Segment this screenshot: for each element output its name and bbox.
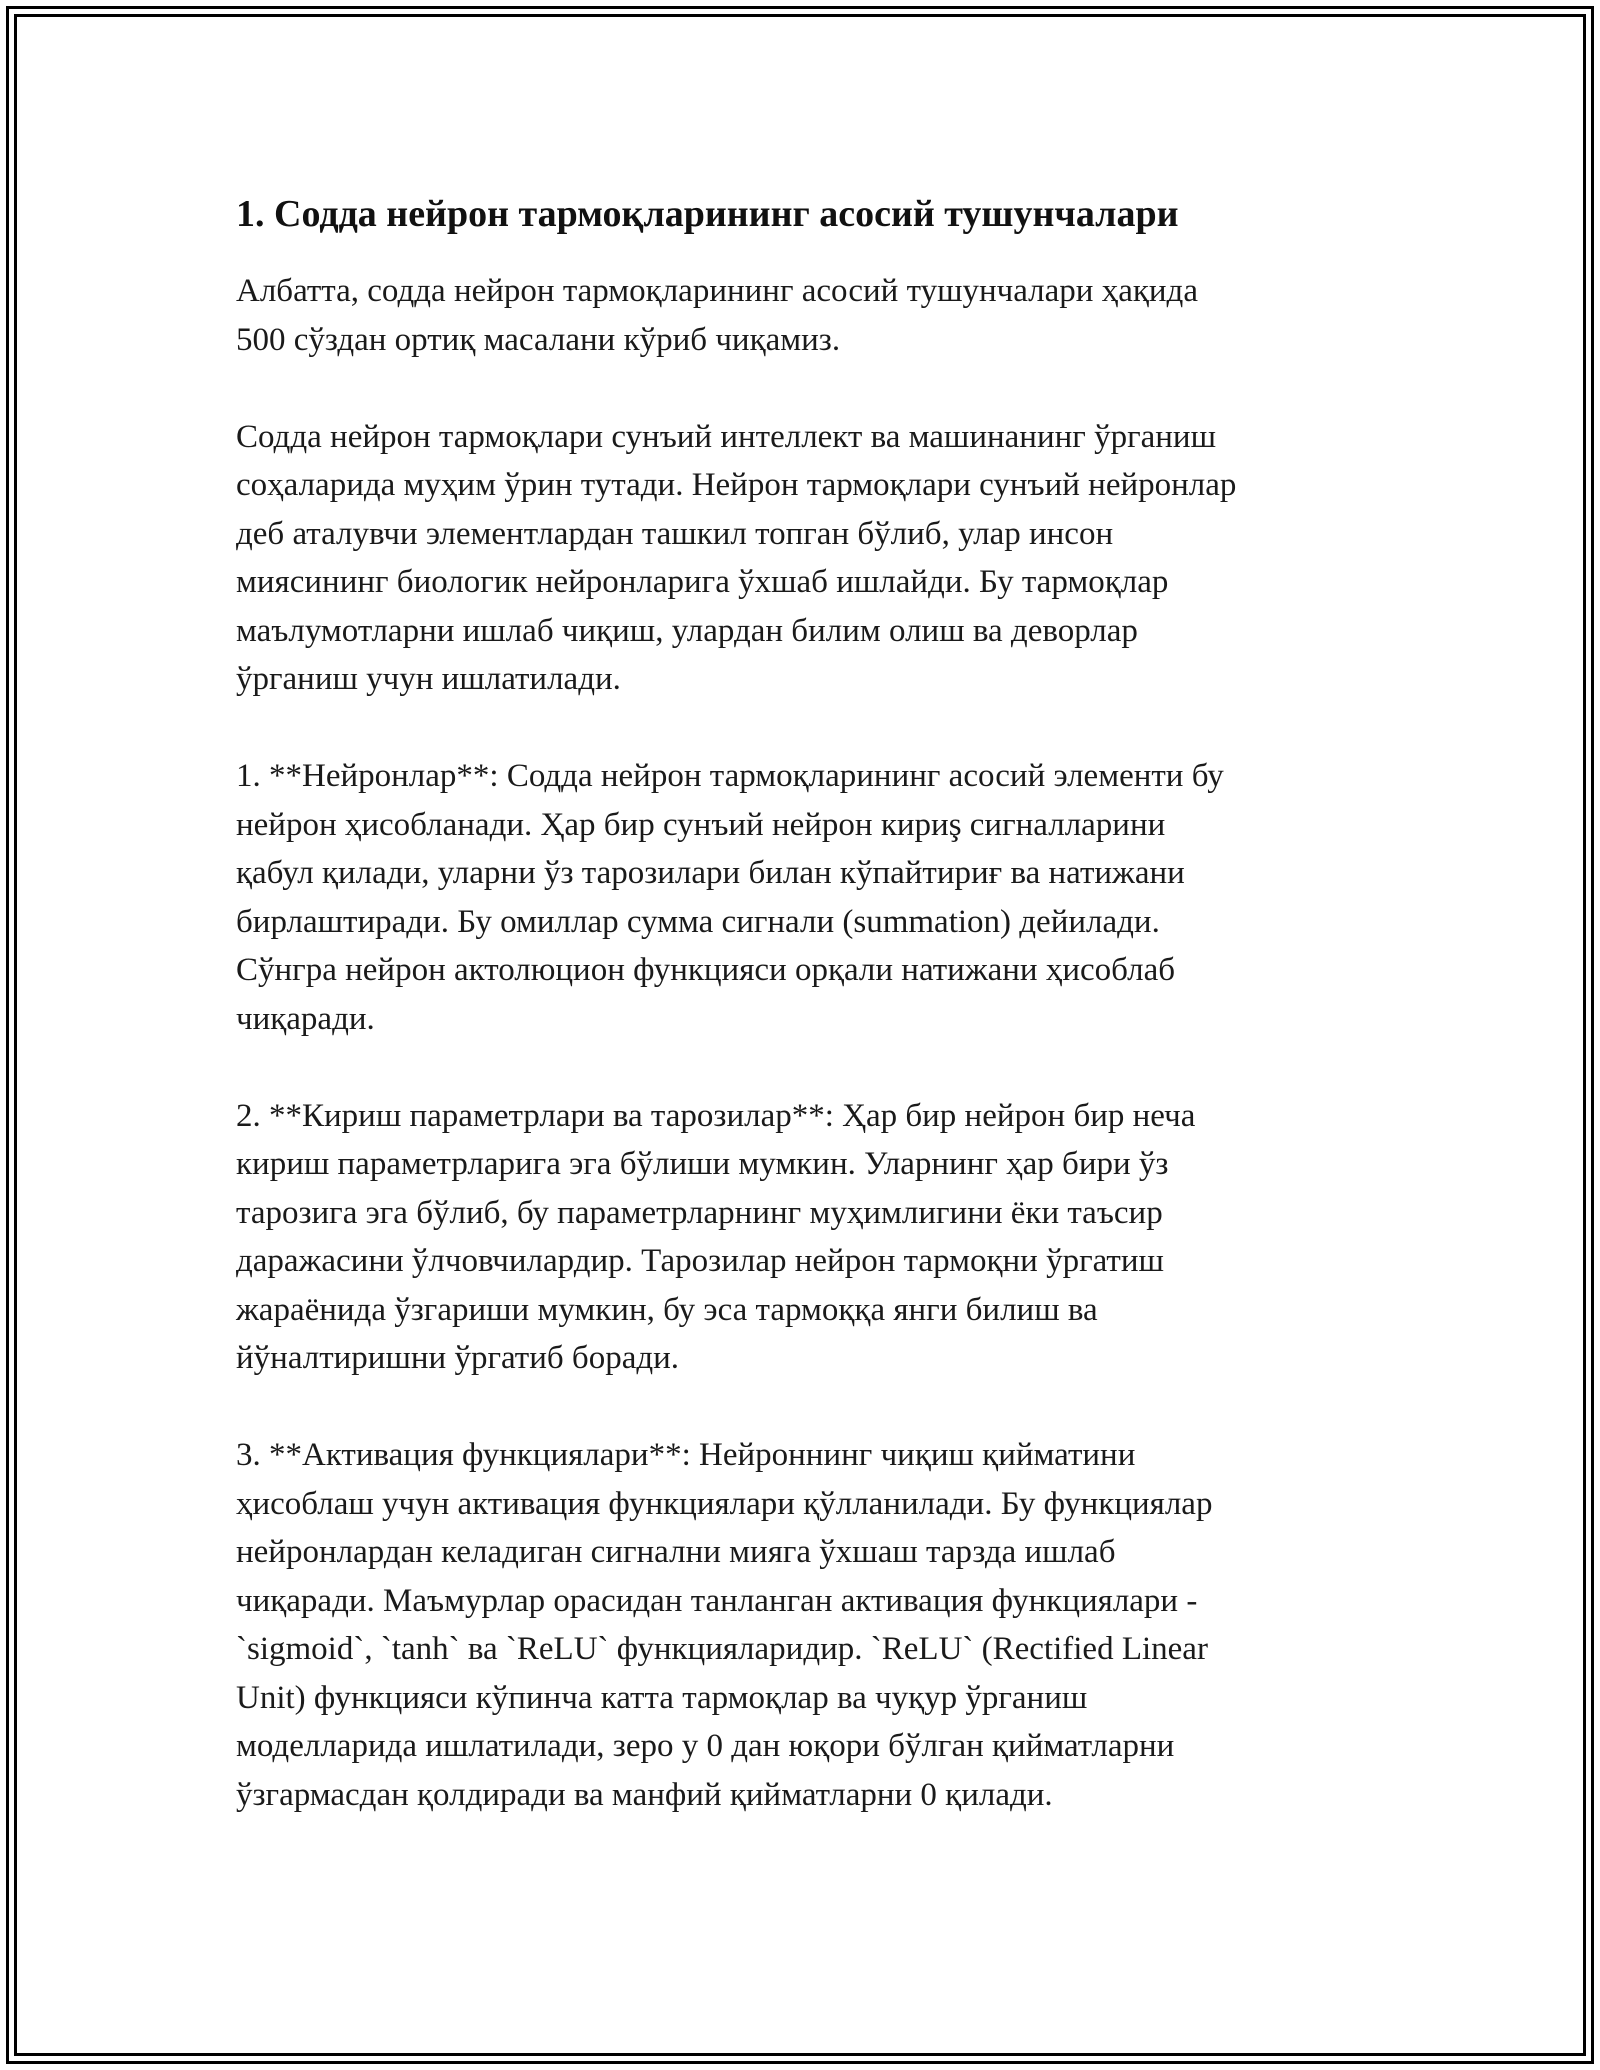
overview-paragraph: Содда нейрон тармоқлари сунъий интеллект ва машинанинг ўрганиш соҳаларида муҳим ўрин тутади. Нейрон тармоқлари сунъий нейронлар деб аталувчи элементлардан ташкил топган бўлиб, улар инсон миясининг биологик нейронларига ўхшаб ишлайди. Бу тармоқлар маълумотларни ишлаб чиқиш, улардан билим олиш ва деворлар ўрганиш учун ишлатилади. (236, 418, 1237, 697)
document-body (236, 188, 1406, 1819)
inputs-weights-paragraph: 2. **Кириш параметрлари ва тарозилар**: Ҳар бир нейрон бир неча кириш параметрларига эга бўлиши мумкин. Уларнинг ҳар бири ўз тарозига эга бўлиб, бу параметрларнинг муҳимлигини ёки таъсир даражасини ўлчовчилардир. Тарозилар нейрон тармоқни ўргатиш жараёнида ўзгариши мумкин, бу эса тармоққа янги билиш ва йўналтиришни ўргатиб боради. (236, 1097, 1196, 1376)
neurons-paragraph: 1. **Нейронлар**: Содда нейрон тармоқларининг асосий элементи бу нейрон ҳисобланади. Ҳар бир сунъий нейрон кириş сигналларини қабул қилади, уларни ўз тарозилари билан кўпайтириғ ва натижани бирлаштиради. Бу омиллар сумма сигнали (summation) дейилади. Сўнгра нейрон актолюцион функцияси орқали натижани ҳисоблаб чиқаради. (236, 758, 1224, 1037)
section-heading: 1. Содда нейрон тармоқларининг асосий тушунчалари (236, 193, 1179, 235)
intro-paragraph: Албатта, содда нейрон тармоқларининг асосий тушунчалари ҳақида 500 сўздан ортиқ масалани кўриб чиқамиз. (236, 273, 1198, 358)
activation-functions-paragraph: 3. **Активация функциялари**: Нейроннинг чиқиш қийматини ҳисоблаш учун активация функциялари қўлланилади. Бу функциялар нейронлардан келадиган сигнални мияга ўхшаш тарзда ишлаб чиқаради. Маъмурлар орасидан танланган активация функциялари - `sigmoid`, `tanh` ва `ReLU` функцияларидир. `ReLU` (Rectified Linear Unit) функцияси кўпинча катта тармоқлар ва чуқур ўрганиш моделларида ишлатилади, зеро у 0 дан юқори бўлган қийматларни ўзгармасдан қолдиради ва манфий қийматларни 0 қилади. (236, 1437, 1213, 1813)
